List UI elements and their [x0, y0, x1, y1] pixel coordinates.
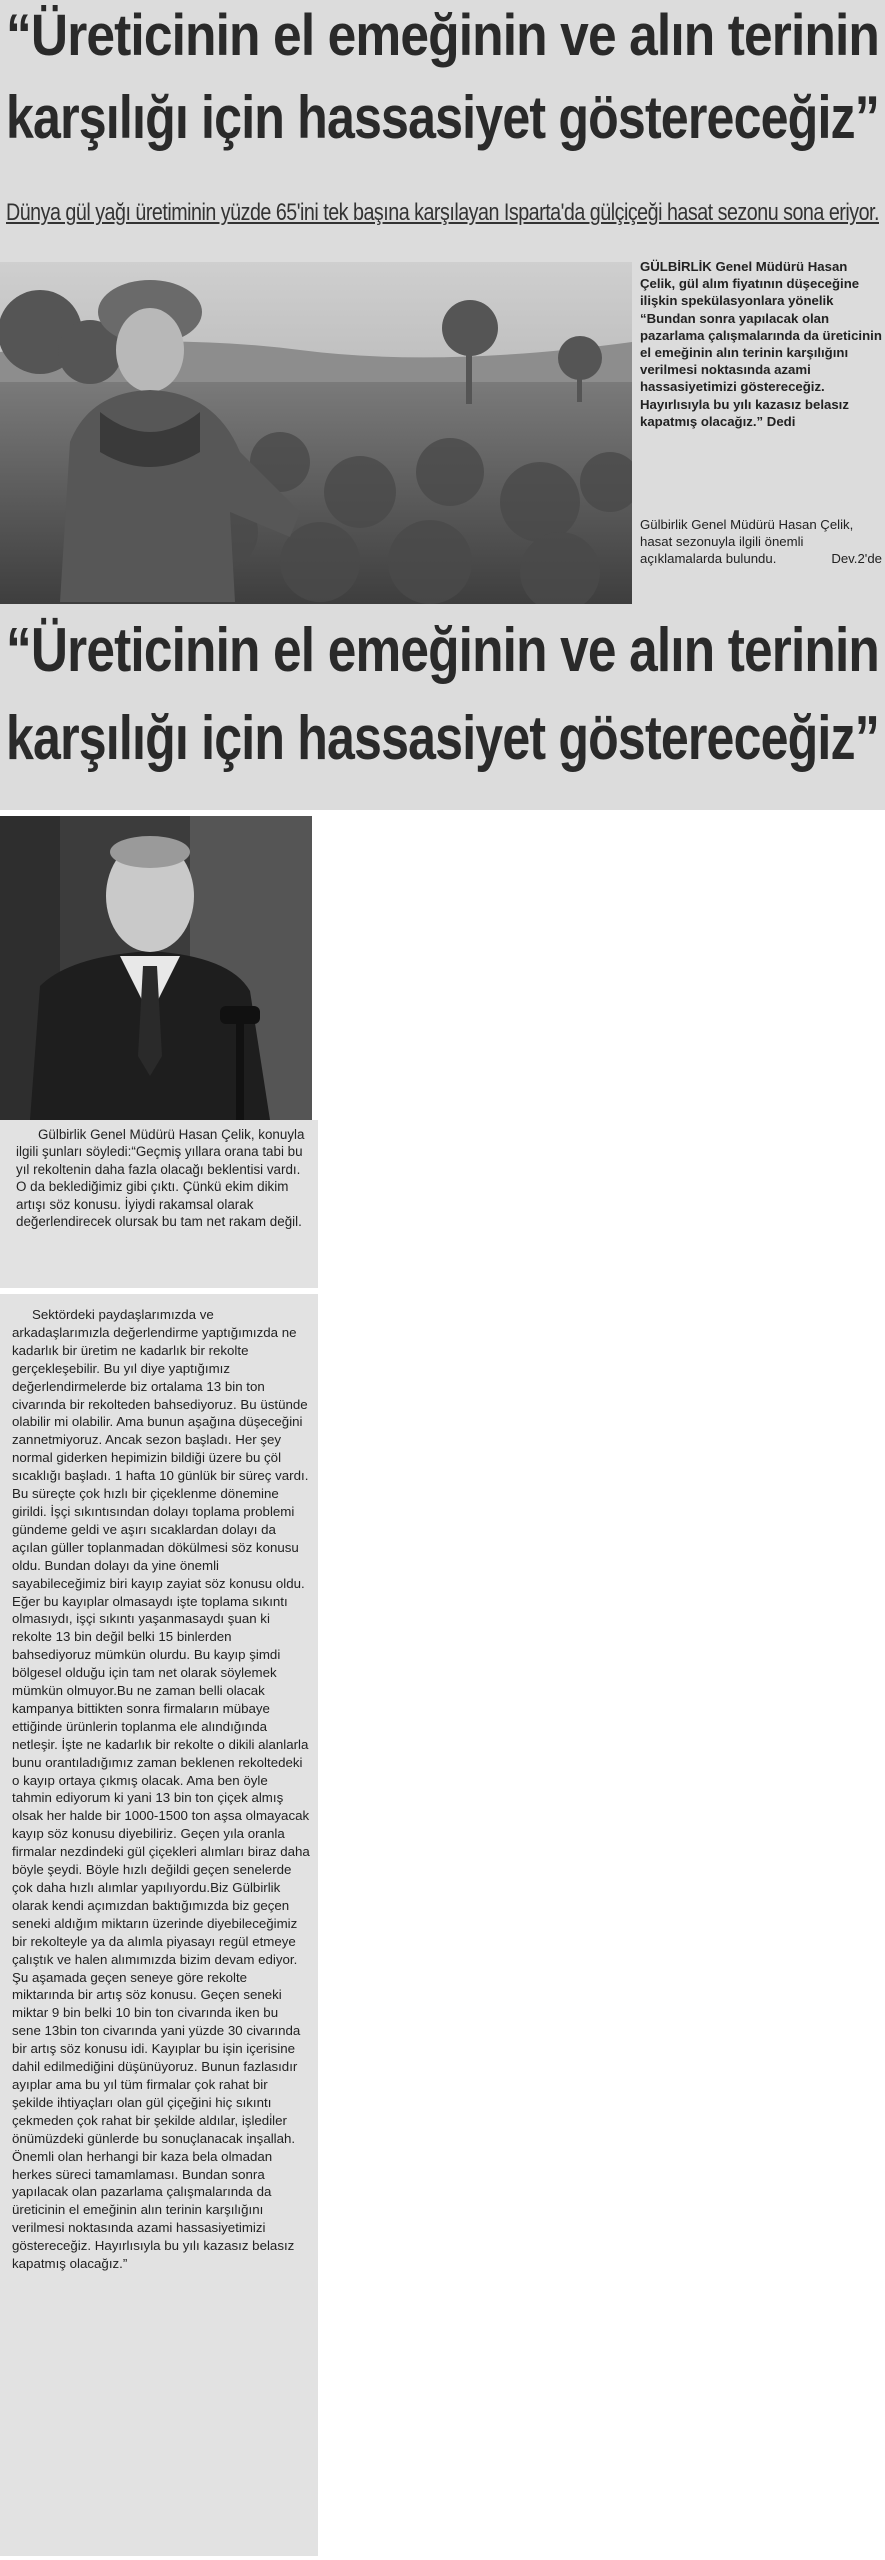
main-headline-line1: “Üreticinin el emeğinin ve alın terinin	[6, 616, 879, 685]
photo-caption: Gülbirlik Genel Müdürü Hasan Çelik, konuyla ilgili şunları söyledi:“Geçmiş yıllara orana tabi bu yıl rekoltenin daha fazla olacağı beklentisi vardı. O da beklediğimiz gibi çıktı. Çünkü ekim dikim artışı söz konusu. İyiydi rakamsal olarak değerlendirecek olursak bu tam net rakam değil.	[16, 1127, 305, 1230]
top-headline-line2: karşılığı için hassasiyet göstereceğiz”	[6, 84, 879, 151]
article-body: Sektördeki paydaşlarımızda ve arkadaşlarımızla değerlendirme yaptığımızda ne kadarlık bir üretim ne kadarlık bir rekolte gerçekleşebilir. Bu yıl diye yaptığımız değerlendirmelerde biz ortalama 13 bin ton civarında bir rekolteden bahsediyoruz. Bu üstünde olabilir mi olabilir. Ama bunun aşağına düşeceğini zannetmiyoruz. Ancak sezon başladı. Her şey normal giderken hepimizin bildiği üzere bu çöl sıcaklığı başladı. 1 hafta 10 günlük bir süreç vardı. Bu süreçte çok hızlı bir çiçeklenme dönemine girildi. İşçi sıkıntısından dolayı toplama problemi gündeme geldi ve aşırı sıcaklardan dolayı da açılan güller toplanmadan dökülmesi söz konusu oldu. Bundan dolayı da yine önemli sayabileceğimiz biri kayıp zayiat söz konusu oldu. Eğer bu kayıplar olmasaydı işte toplama sıkıntı olmasıydı, işçi sıkıntı yaşanmasaydı şuan ki rekolte 13 bin değil belki 15 binlerden bahsediyoruz mümkün olurdu. Bu kayıp şimdi bölgesel olduğu için tam net olarak söylemek mümkün olmuyor.Bu ne zaman belli olacak kampanya bittikten sonra firmaların mübaye ettiğinde ürünlerin toplanma ele alındığında netleşir. İşte ne kadarlık bir rekolte o dikili alanlarla bunu orantıladığımız zaman beklenen rekoltedeki o kayıp ortaya çıkmış olacak. Ama ben öyle tahmin ediyorum ki yani 13 bin ton çiçek almış olsak her halde bir 1000-1500 ton aşsa olmayacak kayıp söz konusu diyebiliriz. Geçen yıla oranla firmalar nezdindeki gül çiçekleri alımları biraz daha böyle şeydi. Böyle hızlı değildi geçen senelerde çok daha hızlı alımlar yapılıyordu.Biz Gülbirlik olarak kendi açımızdan baktığımızda biz geçen seneki aldığım miktarın üzerinde diyebileceğimiz bir rekolteyle ya da alımla piyasayı regül etmeye çalıştık ve halen alımımızda bizim devam ediyor. Şu aşamada geçen seneye göre rekolte miktarında bir artış söz konusu. Geçen seneki miktar 9 bin belki 10 bin ton civarında iken bu sene 13bin ton civarında yani yüzde 30 civarında bir artış söz konusu idi. Kayıplar bu işin içerisine dahil edilmediğini düşünüyoruz. Bunun fazlasıdır ayıplar ama bu yıl tüm firmalar çok rahat bir şekilde ihtiyaçları olan gül çiçeğini hiç sıkıntı çekmeden çok rahat bir şekilde aldılar, işledi̇ler önümüzdeki günlerde bu sonuçlanacak inşallah. Önemli olan herhangi bir kaza bela olmadan herkes süreci tamamlaması. Bundan sonra yapılacak olan pazarlama çalışmalarında da üreticinin el emeğinin alın terinin karşılığını verilmesi noktasında azami hassasiyetimizi göstereceğiz. Hayırlısıyla bu yılı kazasız belasız kapatmış olacağız.”	[12, 1307, 310, 2272]
top-headline-line1: “Üreticinin el emeğinin ve alın terinin	[6, 3, 879, 68]
photo-caption-box	[0, 1120, 318, 1288]
lead-organization: GÜLBİRLİK	[640, 259, 712, 274]
article-body-box	[0, 1294, 318, 2556]
lead-paragraph	[640, 258, 882, 430]
lead-second-paragraph	[640, 516, 882, 568]
continued-label: Dev.2'de	[831, 551, 882, 567]
portrait-photo	[0, 816, 312, 1120]
lead-text: Genel Müdürü Hasan Çelik, gül alım fiyatının düşeceğine ilişkin spekülasyonlara yönelik “Bundan sonra yapılacak olan pazarlama çalışmalarında da üreticinin el emeğinin alın terinin karşılığını verilmesi noktasında azami hassasiyetimizi göstereceğiz. Hayırlısıyla bu yılı kazasız belasız kapatmış olacağız.” Dedi	[640, 259, 882, 429]
rose-harvest-photo	[0, 262, 632, 604]
subheadline: Dünya gül yağı üretiminin yüzde 65'ini tek başına karşılayan Isparta'da gülçiçeği hasat sezonu sona eriyor.	[6, 199, 879, 226]
main-headline-line2: karşılığı için hassasiyet göstereceğiz”	[6, 704, 879, 773]
lead-second-text: Gülbirlik Genel Müdürü Hasan Çelik, hasat sezonuyla ilgili önemli açıklamalarda bulundu.	[640, 517, 854, 567]
